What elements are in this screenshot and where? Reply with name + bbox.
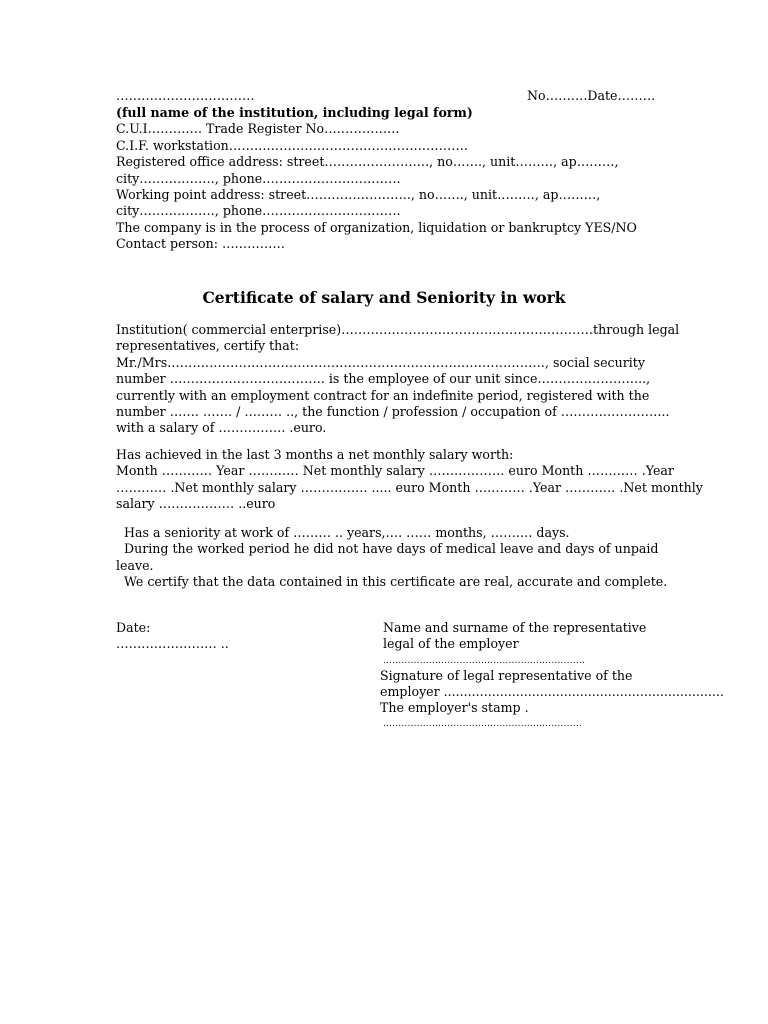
certification-paragraph bbox=[116, 322, 679, 437]
paragraph-line: salary ……………… ..euro bbox=[116, 496, 276, 512]
paragraph-line: Has a seniority at work of ……… .. years,…. …… months, ………. days. bbox=[116, 525, 570, 540]
full-name-note: (full name of the institution, including legal form) bbox=[116, 105, 473, 120]
paragraph-line: number ………………………………. is the employee of our unit since…………………….., bbox=[116, 371, 651, 387]
paragraph-line: Institution( commercial enterprise)……………………………………………………through legal bbox=[116, 322, 680, 337]
paragraph-line: representatives, certify that: bbox=[116, 338, 300, 354]
paragraph-line: ………… .Net monthly salary ……………. ..... euro Month ………… .Year ………… .Net monthly bbox=[116, 479, 703, 495]
representative-name-label-2: legal of the employer bbox=[383, 636, 519, 651]
registered-office-line-1: Registered office address: street……………………., no……., unit………, ap………, bbox=[116, 154, 619, 170]
header-block bbox=[116, 105, 637, 253]
paragraph-line: During the worked period he did not have days of medical leave and days of unpaid bbox=[116, 541, 659, 557]
number-date-field: No……….Date……… bbox=[527, 88, 656, 103]
paragraph-line: number ……. ……. / ……… .., the function / profession / occupation of …………………….. bbox=[116, 404, 670, 420]
paragraph-line: leave. bbox=[116, 557, 154, 573]
employer-stamp-label: The employer's stamp . bbox=[380, 700, 529, 715]
seniority-paragraph bbox=[116, 525, 667, 591]
paragraph-line: We certify that the data contained in this certificate are real, accurate and complete. bbox=[116, 574, 668, 590]
paragraph-line: Has achieved in the last 3 months a net monthly salary worth: bbox=[116, 447, 514, 462]
registered-office-line-2: city………………, phone…………………………… bbox=[116, 170, 401, 186]
paragraph-line: currently with an employment contract for an indefinite period, registered with the bbox=[116, 387, 650, 403]
company-status-line: The company is in the process of organization, liquidation or bankruptcy YES/NO bbox=[116, 219, 637, 235]
document-title: Certificate of salary and Seniority in work bbox=[202, 288, 566, 307]
date-value: …………………… .. bbox=[116, 636, 229, 651]
working-point-line-1: Working point address: street……………………., no……., unit………, ap………, bbox=[116, 187, 601, 203]
paragraph-line: Month ………… Year ………… Net monthly salary ……………… euro Month ………… .Year bbox=[116, 463, 674, 479]
signature-label-2: employer ...................................................................... bbox=[380, 684, 724, 699]
salary-paragraph bbox=[116, 447, 703, 513]
representative-name-blank: .................................................................. bbox=[383, 656, 586, 666]
cui-trade-register-line: C.U.I…………. Trade Register No……………… bbox=[116, 121, 400, 137]
paragraph-line: Mr./Mrs………………………………………………………………………………, social security bbox=[116, 354, 645, 370]
paragraph-line: with a salary of ……………. .euro. bbox=[116, 420, 327, 436]
employer-stamp-blank: ................................................................. bbox=[383, 719, 582, 729]
cif-workstation-line: C.I.F. workstation………………………………………………… bbox=[116, 137, 469, 153]
signature-label-1: Signature of legal representative of the bbox=[380, 668, 633, 683]
date-label: Date: bbox=[116, 620, 151, 635]
institution-name-blank: …………………………… bbox=[116, 88, 255, 103]
working-point-line-2: city………………, phone…………………………… bbox=[116, 203, 401, 219]
representative-name-label-1: Name and surname of the representative bbox=[383, 620, 647, 635]
contact-person-line: Contact person: …………… bbox=[116, 236, 285, 252]
